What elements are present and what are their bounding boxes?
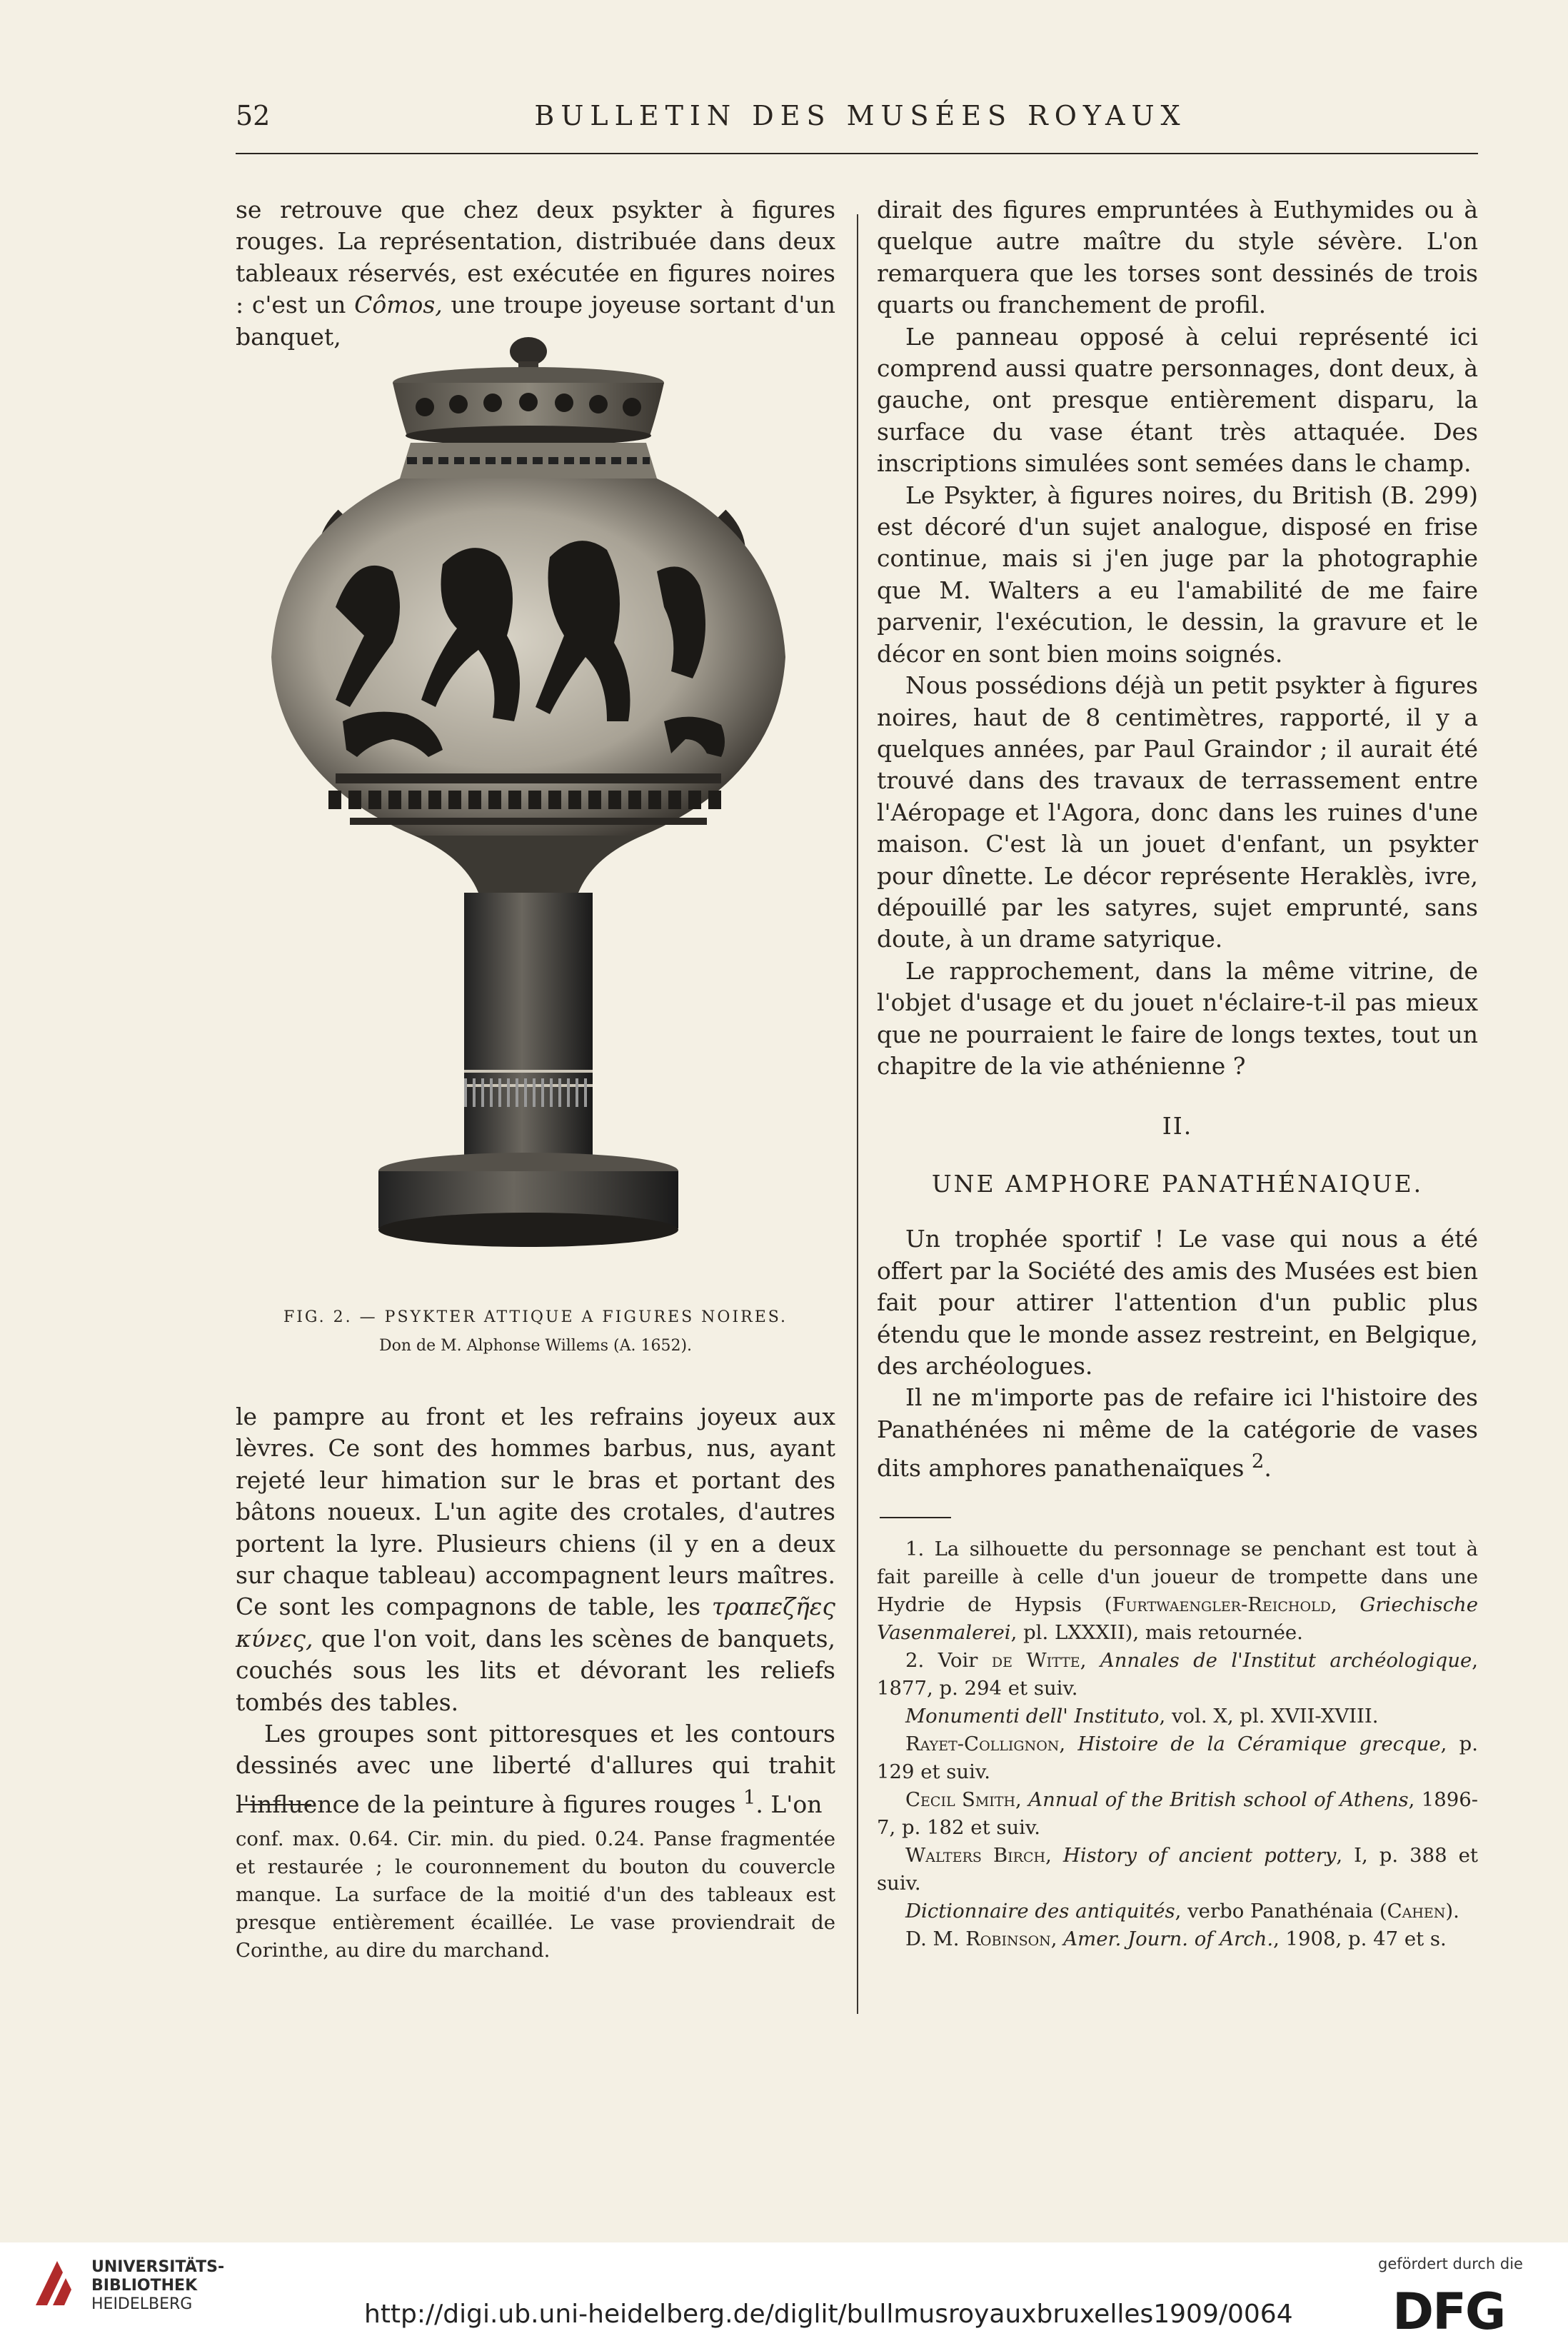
left-note: conf. max. 0.64. Cir. min. du pied. 0.24. Panse fragmentée et restaurée ; le couronnement du bouton du couvercle manque. La surface de la moitié d'un des tableaux est presque entièrement écaillée. Le vase proviendrait de Corinthe, au dire du marchand. bbox=[236, 1828, 835, 1962]
footnote-2-title: Annales de l'Institut archéologique bbox=[1100, 1649, 1472, 1672]
ref-rayet-end: , p. 129 et suiv. bbox=[877, 1733, 1478, 1783]
ref-walters-title: History of ancient pottery bbox=[1062, 1844, 1337, 1867]
footnote-2-ref-walters bbox=[877, 1842, 1478, 1898]
right-column bbox=[877, 194, 1478, 1485]
greek-word: τραπεζῆες κύνες, bbox=[236, 1593, 835, 1653]
left-paragraph-1-text-a: le pampre au front et les refrains joyeux aux lèvres. Ce sont des hommes barbus, nus, ayant rejeté leur himation sur le bras et portant des bâtons noueux. L'un agite des crotales, d'autres portent la lyre. Plusieurs chiens (il y en a deux sur chaque tableau) accompagnent leurs maîtres. Ce sont les compagnons de table, les bbox=[236, 1403, 835, 1621]
left-paragraph-1 bbox=[236, 1401, 835, 1718]
funding-label: gefördert durch die bbox=[1378, 2255, 1523, 2272]
ref-rayet-author: Rayet-Collignon bbox=[905, 1733, 1060, 1755]
right-paragraph-7-end: . bbox=[1264, 1454, 1272, 1483]
running-title: BULLETIN DES MUSÉES ROYAUX bbox=[534, 100, 1187, 131]
ref-robinson-sep: , bbox=[1050, 1928, 1064, 1950]
ref-robinson-author: Robinson bbox=[965, 1928, 1051, 1950]
ref-dictionnaire-text: , verbo Panathénaia ( bbox=[1175, 1900, 1387, 1923]
header-rule bbox=[236, 153, 1478, 154]
left-intro-paragraph bbox=[236, 194, 835, 353]
footnote-2-ref-rayet bbox=[877, 1730, 1478, 1786]
right-paragraph-1: dirait des figures empruntées à Euthymides ou à quelque autre maître du style sévère. L'on remarquera que les torses sont dessinés de trois quarts ou franchement de profil. bbox=[877, 196, 1478, 319]
right-paragraph-6: Un trophée sportif ! Le vase qui nous a été offert par la Société des amis des Musées est bien fait pour attirer l'attention d'un public plus étendu que le monde assez restreint, en Belgique, des archéologues. bbox=[877, 1225, 1478, 1380]
ref-rayet-title: Histoire de la Céramique grecque bbox=[1077, 1733, 1441, 1755]
left-notes bbox=[236, 1825, 835, 1965]
page-number: 52 bbox=[236, 100, 271, 131]
digitization-url-link[interactable]: http://digi.ub.uni-heidelberg.de/diglit/bullmusroyauxbruxelles1909/0064 bbox=[364, 2300, 1293, 2329]
ref-smith-end: , 1896-7, p. 182 et suiv. bbox=[877, 1788, 1479, 1839]
footnote-1 bbox=[877, 1535, 1478, 1647]
footnote-2-ref-monumenti bbox=[877, 1703, 1478, 1730]
left-paragraph-1-text-b: que l'on voit, dans les scènes de banquets, couchés sous les lits et dévorant les reliefs tombés des tables. bbox=[236, 1624, 835, 1716]
left-line-1: se retrouve que chez deux psykter à figures rouges. bbox=[236, 196, 835, 256]
ref-robinson-initials: D. M. bbox=[905, 1928, 966, 1950]
ref-walters-author: Walters Birch bbox=[905, 1844, 1046, 1867]
footnote-2-ref-smith bbox=[877, 1786, 1478, 1842]
ref-robinson-end: , 1908, p. 47 et s. bbox=[1273, 1928, 1447, 1950]
library-line-3: HEIDELBERG bbox=[91, 2295, 193, 2313]
comos-word: Cômos, bbox=[354, 291, 443, 319]
ref-robinson-title: Amer. Journ. of Arch. bbox=[1063, 1928, 1274, 1950]
right-paragraph-5: Le rapprochement, dans la même vitrine, de l'objet d'usage et du jouet n'éclaire-t-il pas mieux que ne pourraient le faire de longs textes, tout un chapitre de la vie athénienne ? bbox=[877, 956, 1478, 1080]
footnote-2-author: de Witte bbox=[991, 1649, 1080, 1672]
left-paragraph-2-text: Les groupes sont pittoresques et les contours dessinés avec une liberté d'allures qui trahit l'influence de la peinture à figures rouges bbox=[236, 1720, 835, 1818]
right-paragraph-4: Nous possédions déjà un petit psykter à figures noires, haut de 8 centimètres, rapporté, il y a quelques années, par Paul Graindor ; il aurait été trouvé dans des travaux de terrassement entre l'Aéropage et l'Agora, donc dans les ruines d'une maison. C'est là un jouet d'enfant, un psykter pour dînette. Le décor représente Heraklès, ivre, dépouillé par les satyres, sujet emprunté, sans doute, à un drame satyrique. bbox=[877, 671, 1478, 953]
university-library-name bbox=[91, 2258, 224, 2314]
footnote-1-text: 1. La silhouette du personnage se penchant est tout à fait pareille à celle d'un joueur de trompette dans une Hydrie de Hypsis ( bbox=[877, 1538, 1478, 1616]
right-note-rule bbox=[880, 1517, 951, 1518]
ref-dictionnaire-author: Cahen bbox=[1387, 1900, 1446, 1923]
ref-smith-sep: , bbox=[1015, 1788, 1029, 1811]
dfg-logo: DFG bbox=[1392, 2282, 1505, 2341]
ref-dictionnaire-title: Dictionnaire des antiquités bbox=[905, 1900, 1175, 1923]
right-paragraph-7-text: Il ne m'importe pas de refaire ici l'histoire des Panathénées ni même de la catégorie de vases dits amphores panathenaïques bbox=[877, 1383, 1478, 1483]
ref-smith-author: Cecil Smith bbox=[905, 1788, 1016, 1811]
university-library-logo-icon bbox=[29, 2255, 86, 2312]
footnote-1-title: Griechische Vasenmalerei bbox=[877, 1593, 1478, 1644]
footnote-2-text: 2. Voir bbox=[905, 1649, 992, 1672]
left-note-rule bbox=[240, 1804, 311, 1805]
left-paragraph-2-end: . L'on bbox=[755, 1790, 823, 1818]
library-line-2: BIBLIOTHEK bbox=[91, 2277, 198, 2295]
ref-dictionnaire-end: ). bbox=[1445, 1900, 1459, 1923]
footnote-ref-2: 2 bbox=[1251, 1450, 1265, 1473]
figure-caption: FIG. 2. — PSYKTER ATTIQUE A FIGURES NOIRES. bbox=[283, 1308, 788, 1326]
figure-credit: Don de M. Alphonse Willems (A. 1652). bbox=[378, 1337, 693, 1355]
footnote-1-end: , pl. LXXXII), mais retournée. bbox=[1010, 1621, 1303, 1644]
right-notes bbox=[877, 1535, 1478, 1953]
left-line-3: réservés, est exécutée en figures noires : c'est un bbox=[236, 259, 835, 319]
ref-walters-end: , I, p. 388 et suiv. bbox=[877, 1844, 1478, 1895]
footnote-1-author: Furtwaengler-Reichold bbox=[1112, 1593, 1331, 1616]
ref-monumenti-title: Monumenti dell' Instituto bbox=[905, 1705, 1160, 1728]
section-number: II. bbox=[1162, 1112, 1193, 1141]
ref-rayet-sep: , bbox=[1059, 1733, 1078, 1755]
right-paragraph-2: Le panneau opposé à celui représenté ici comprend aussi quatre personnages, dont deux, à gauche, ont presque entièrement disparu, la surface du vase étant très attaquée. Des inscriptions simulées sont semées dans le champ. bbox=[877, 322, 1478, 478]
comos-rest: une troupe joyeuse sortant d'un banquet, bbox=[236, 291, 835, 351]
left-line-2: La représentation, distribuée dans deux tableaux bbox=[236, 227, 835, 287]
library-line-1: UNIVERSITÄTS- bbox=[91, 2258, 225, 2276]
footnote-2-ref-robinson bbox=[877, 1925, 1478, 1953]
left-column-top bbox=[236, 194, 835, 353]
footnote-2-end: , 1877, p. 294 et suiv. bbox=[877, 1649, 1479, 1700]
footnote-2-sep: , bbox=[1080, 1649, 1100, 1672]
footnote-ref-1: 1 bbox=[743, 1785, 756, 1809]
left-paragraph-2 bbox=[236, 1718, 835, 1820]
ref-monumenti-end: , vol. X, pl. XVII-XVIII. bbox=[1159, 1705, 1379, 1728]
footnote-2 bbox=[877, 1647, 1478, 1703]
footnote-1-sep: , bbox=[1330, 1593, 1360, 1616]
left-column-bottom bbox=[236, 1401, 835, 1820]
right-paragraph-7 bbox=[877, 1382, 1478, 1484]
right-paragraph-3: Le Psykter, à figures noires, du British (B. 299) est décoré d'un sujet analogue, disposé en frise continue, mais si j'en juge par la photographie que M. Walters a eu l'amabilité de me faire parvenir, l'exécution, le dessin, la gravure et le décor en sont bien moins soignés. bbox=[877, 481, 1478, 668]
ref-walters-sep: , bbox=[1045, 1844, 1063, 1867]
footnote-2-ref-dictionnaire bbox=[877, 1898, 1478, 1925]
footer-band bbox=[0, 2242, 1568, 2351]
section-title: UNE AMPHORE PANATHÉNAIQUE. bbox=[931, 1170, 1424, 1198]
psykter-vase-image bbox=[228, 336, 843, 1285]
column-divider bbox=[857, 214, 858, 2014]
ref-smith-title: Annual of the British school of Athens bbox=[1028, 1788, 1409, 1811]
